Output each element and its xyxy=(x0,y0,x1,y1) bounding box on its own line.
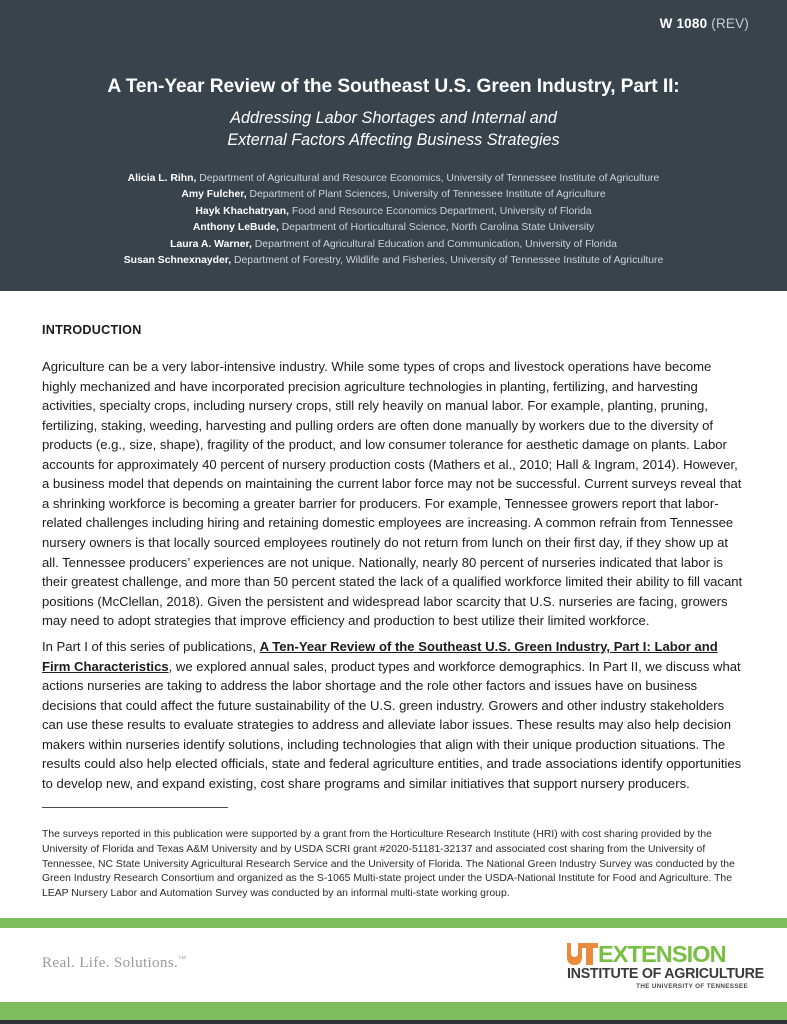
footer-tagline xyxy=(42,954,186,972)
author-entry xyxy=(0,204,787,220)
logo-institute-line: INSTITUTE OF AGRICULTURE xyxy=(567,966,764,982)
ut-monogram-icon xyxy=(567,943,598,965)
ut-monogram-t-stem xyxy=(586,943,593,965)
author-affiliation: Food and Resource Economics Department, University of Florida xyxy=(288,205,592,217)
logo-extension-wordmark: EXTENSION xyxy=(598,941,726,967)
author-name: Hayk Khachatryan, xyxy=(195,205,289,217)
footer-tagline-text: Real. Life. Solutions. xyxy=(42,954,179,972)
author-entry xyxy=(0,171,787,187)
author-name: Anthony LeBude, xyxy=(192,222,279,234)
publication-number xyxy=(660,16,749,31)
author-entry xyxy=(0,253,787,269)
trademark-symbol: ™ xyxy=(178,954,187,963)
body-content xyxy=(0,291,787,918)
footnote-divider xyxy=(42,807,228,808)
author-entry xyxy=(0,187,787,203)
paragraph-introduction-1: Agriculture can be a very labor-intensive industry. While some types of crops and livestock operations have become highly mechanized and have incorporated precision agriculture technologies in planting, fertilizing, and harvesting activities, specialty crops, including nursery crops, still rely heavily on manual labor. For example, planting, pruning, fertilizing, staking, weeding, harvesting and pulling orders are often done manually by workers due to the diversity of products (e.g., size, shape), fragility of the product, and low consumer tolerance for aesthetic damage on plants. Labor accounts for approximately 40 percent of nursery production costs (Mathers et al., 2010; Hall & Ingram, 2014). However, a business model that depends on maintaining the current labor force may not be successful. Current surveys reveal that a shrinking workforce is becoming a greater barrier for producers. For example, Tennessee growers report that labor-related challenges including hiring and retaining domestic employees are increasing. A common refrain from Tennessee nursery owners is that locally sourced employees routinely do not return from lunch on their first day, if they show up at all. Tennessee producers’ experiences are not unique. Nationally, nearly 80 percent of nurseries indicated that labor is their greatest challenge, and more than 50 percent stated the lack of a qualified workforce limited their ability to fill vacant positions (McClellan, 2018). Given the persistent and widespread labor scarcity that U.S. nurseries are facing, growers may need to adopt strategies that improve efficiency and production to best utilize their limited workforce. xyxy=(42,359,743,629)
ut-monogram-u-counter xyxy=(571,943,578,957)
author-name: Susan Schnexnayder, xyxy=(123,255,232,267)
footer-dark-rule xyxy=(0,1020,787,1024)
page-title: A Ten-Year Review of the Southeast U.S. Green Industry, Part II: xyxy=(107,76,680,97)
footer-green-rule-bottom xyxy=(0,1002,787,1022)
author-affiliation: Department of Plant Sciences, University of Tennessee Institute of Agriculture xyxy=(246,189,606,201)
publication-number-revision: (REV) xyxy=(711,16,749,31)
ut-extension-logo xyxy=(567,941,764,992)
publication-number-code: W 1080 xyxy=(659,16,708,31)
author-list xyxy=(0,171,787,269)
footer xyxy=(0,928,787,1002)
author-name: Amy Fulcher, xyxy=(181,189,247,201)
author-affiliation: Department of Agricultural and Resource Economics, University of Tennessee Institute of Agriculture xyxy=(196,173,660,184)
author-affiliation: Department of Forestry, Wildlife and Fisheries, University of Tennessee Institute of Agriculture xyxy=(231,255,664,267)
logo-university-line: THE UNIVERSITY OF TENNESSEE xyxy=(636,983,748,990)
author-affiliation: Department of Agricultural Education and Communication, University of Florida xyxy=(251,238,617,250)
paragraph-introduction-2 xyxy=(42,637,748,793)
logo-primary-row xyxy=(567,943,749,966)
page-subtitle-line-1: Addressing Labor Shortages and Internal and xyxy=(230,109,557,127)
section-heading-introduction: INTRODUCTION xyxy=(42,323,142,337)
author-name: Alicia L. Rihn, xyxy=(127,173,197,184)
author-entry xyxy=(0,237,787,253)
author-name: Laura A. Warner, xyxy=(170,238,252,250)
footer-green-rule-top xyxy=(0,918,787,928)
author-entry xyxy=(0,220,787,236)
page-subtitle-line-2: External Factors Affecting Business Strategies xyxy=(227,131,560,149)
page-subtitle xyxy=(0,107,787,151)
paragraph-2-tail: , we explored annual sales, product types and workforce demographics. In Part II, we discuss what actions nurseries are taking to address the labor shortage and the role other factors and issues have on business decisions that could affect the future sustainability of the U.S. green industry. Growers and other industry stakeholders can use these results to evaluate strategies to address and alleviate labor issues. These results may also help decision makers within nurseries identify solutions, including technologies that align with their unique production situations. The results could also help elected officials, state and federal agriculture entities, and trade associations identify opportunities to develop new, and expand existing, cost share programs and similar initiatives that support nursery producers. xyxy=(42,658,742,791)
part-one-publication-link[interactable]: A Ten-Year Review of the Southeast U.S. Green Industry, Part I: Labor and Firm Characteristics xyxy=(42,639,718,674)
header-band xyxy=(0,0,787,291)
paragraph-2-lead: In Part I of this series of publications, xyxy=(42,639,260,655)
author-affiliation: Department of Horticultural Science, North Carolina State University xyxy=(278,222,595,234)
footnote-funding-acknowledgement: The surveys reported in this publication were supported by a grant from the Horticulture Research Institute (HRI) with cost sharing provided by the University of Florida and Texas A&M University and by USDA SCRI grant #2020-51181-32137 and associated cost sharing from the University of Tennessee, NC State University Agricultural Research Service and the University of Florida. The National Green Industry Survey was conducted by the Green Industry Research Consortium and organized as the S-1065 Multi-state project under the USDA-National Institute for Food and Agriculture. The LEAP Nursery Labor and Automation Survey was conducted by an informal multi-state working group. xyxy=(42,829,735,899)
